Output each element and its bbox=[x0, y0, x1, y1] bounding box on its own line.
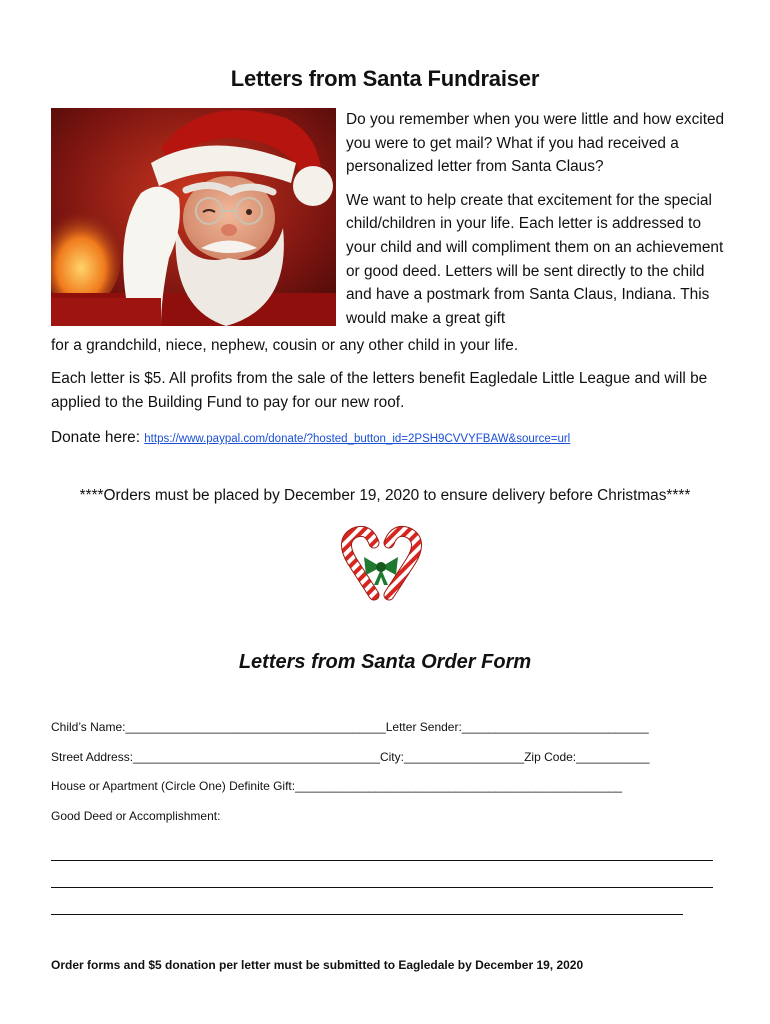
good-deed-line-1[interactable] bbox=[51, 860, 713, 861]
intro-paragraph-2-continued: for a grandchild, niece, nephew, cousin or any other child in your life. bbox=[51, 337, 519, 354]
order-form-title: Letters from Santa Order Form bbox=[238, 651, 532, 673]
paypal-donate-link[interactable]: https://www.paypal.com/donate/?hosted_button_id=2PSH9CVVYFBAW&source=url bbox=[144, 433, 571, 445]
intro-text bbox=[346, 108, 726, 330]
santa-photo bbox=[51, 108, 336, 326]
intro-paragraph-2: We want to help create that excitement for the special child/children in your life. Each letter is addressed to your child and will compliment them on an achievement or good deed. Letters will be sent directly to the child and have a postmark from Santa Claus, Indiana. This would make a great gift bbox=[346, 191, 724, 327]
donate-label: Donate here bbox=[51, 429, 136, 446]
good-deed-line-2[interactable] bbox=[51, 887, 713, 888]
house-gift-line[interactable]: House or Apartment (Circle One) Definite Gift:_________________________________________________ bbox=[51, 779, 623, 793]
candy-cane-icon bbox=[334, 523, 429, 601]
page-title: Letters from Santa Fundraiser bbox=[230, 66, 540, 91]
intro-paragraph-1: Do you remember when you were little and how excited you were to get mail? What if you had received a personalized letter from Santa Claus? bbox=[346, 111, 725, 176]
good-deed-line-3[interactable] bbox=[51, 914, 683, 915]
donate-separator: : bbox=[135, 429, 145, 446]
submission-footer: Order forms and $5 donation per letter must be submitted to Eagledale by December 19, 2020 bbox=[51, 958, 584, 972]
order-deadline-notice: ****Orders must be placed by December 19, 2020 to ensure delivery before Christmas**** bbox=[79, 487, 691, 504]
childs-name-sender-line[interactable]: Child’s Name:_______________________________________Letter Sender:____________________________ bbox=[51, 720, 649, 734]
donate-line bbox=[51, 426, 570, 451]
price-paragraph: Each letter is $5. All profits from the sale of the letters benefit Eagledale Little League and will be applied to the Building Fund to pay for our new roof. bbox=[51, 370, 708, 411]
address-city-zip-line[interactable]: Street Address:_____________________________________City:__________________Zip Code:___________ bbox=[51, 750, 650, 764]
good-deed-label: Good Deed or Accomplishment: bbox=[51, 809, 221, 823]
